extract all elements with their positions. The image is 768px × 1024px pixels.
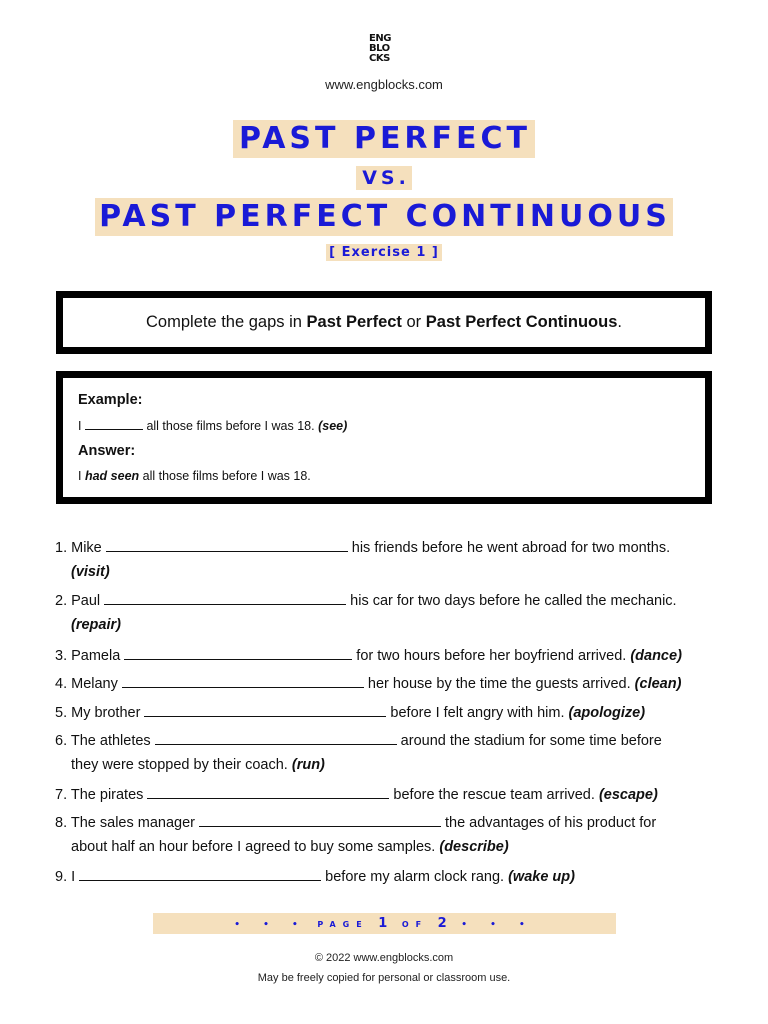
page-dots-left: • • • (234, 920, 308, 930)
license-note: May be freely copied for personal or classroom use. (257, 972, 511, 984)
verb-hint: (wake up) (508, 869, 575, 885)
exercise-item-4: 4. Melany her house by the time the guests arrived. (clean) (55, 672, 735, 696)
exercise-item-5: 5. My brother before I felt angry with him. (apologize) (55, 701, 735, 725)
answer-sentence: I had seen all those films before I was 18. (78, 469, 311, 483)
verb-hint: (dance) (630, 648, 682, 664)
of-word: OF (401, 920, 429, 929)
example-box (56, 371, 712, 504)
answer-gap[interactable] (199, 812, 441, 827)
answer-gap[interactable] (144, 702, 386, 717)
exercise-item-1: 1. Mike his friends before he went abroad for two months. (visit) (55, 536, 735, 584)
exercise-label-wrap (0, 243, 768, 261)
answer-heading: Answer: (78, 443, 136, 459)
instructions-text: Complete the gaps in Past Perfect or Past Perfect Continuous. (146, 313, 622, 331)
instructions-box (56, 291, 712, 354)
answer-gap[interactable] (147, 784, 389, 799)
exercise-item-6: 6. The athletes around the stadium for some time before they were stopped by their coach. (run) (55, 729, 735, 777)
page-dots-right: • • • (461, 920, 535, 930)
verb-hint: (clean) (634, 676, 682, 692)
copyright: © 2022 www.engblocks.com (314, 952, 454, 964)
title-line-2 (0, 166, 768, 190)
engblocks-logo (369, 34, 399, 64)
answer-gap[interactable] (104, 590, 346, 605)
answer-gap[interactable] (106, 537, 348, 552)
exercise-item-3: 3. Pamela for two hours before her boyfriend arrived. (dance) (55, 644, 735, 668)
current-page: 1 (378, 916, 393, 931)
logo-line: ENG (369, 33, 391, 44)
title-line-1 (0, 120, 768, 158)
verb-hint: (run) (291, 757, 325, 773)
verb-hint: (describe) (439, 839, 509, 855)
page-word: PAGE (317, 920, 369, 929)
title-line-3 (0, 198, 768, 236)
title-past-perfect-continuous: PAST PERFECT CONTINUOUS (95, 198, 673, 236)
answer-gap[interactable] (122, 673, 364, 688)
logo-line: BLO (369, 43, 390, 54)
answer-gap[interactable] (79, 866, 321, 881)
exercise-item-9: 9. I before my alarm clock rang. (wake up) (55, 865, 735, 889)
verb-hint: (escape) (598, 787, 658, 803)
example-heading: Example: (78, 392, 143, 408)
tense-past-perfect: Past Perfect (306, 313, 402, 331)
answer-fill: had seen (84, 469, 140, 483)
example-sentence: I all those films before I was 18. (see) (78, 419, 348, 433)
example-verb: (see) (318, 419, 348, 433)
logo-line: CKS (369, 53, 390, 64)
answer-gap[interactable] (155, 730, 397, 745)
tense-past-perfect-continuous: Past Perfect Continuous (425, 313, 618, 331)
exercise-item-7: 7. The pirates before the rescue team arrived. (escape) (55, 783, 735, 807)
total-pages: 2 (437, 916, 452, 931)
title-vs: VS. (356, 166, 412, 190)
example-blank (85, 418, 143, 430)
page-indicator (153, 913, 616, 934)
verb-hint: (apologize) (568, 705, 646, 721)
answer-gap[interactable] (124, 645, 352, 660)
title-past-perfect: PAST PERFECT (233, 120, 535, 158)
exercise-item-8: 8. The sales manager the advantages of his product for about half an hour before I agreed to buy some samples. (describe) (55, 811, 735, 859)
verb-hint: (visit) (71, 564, 110, 580)
exercise-label: [ Exercise 1 ] (326, 244, 442, 261)
exercise-item-2: 2. Paul his car for two days before he called the mechanic. (repair) (55, 589, 735, 637)
verb-hint: (repair) (71, 617, 121, 633)
website-url: www.engblocks.com (325, 77, 443, 92)
